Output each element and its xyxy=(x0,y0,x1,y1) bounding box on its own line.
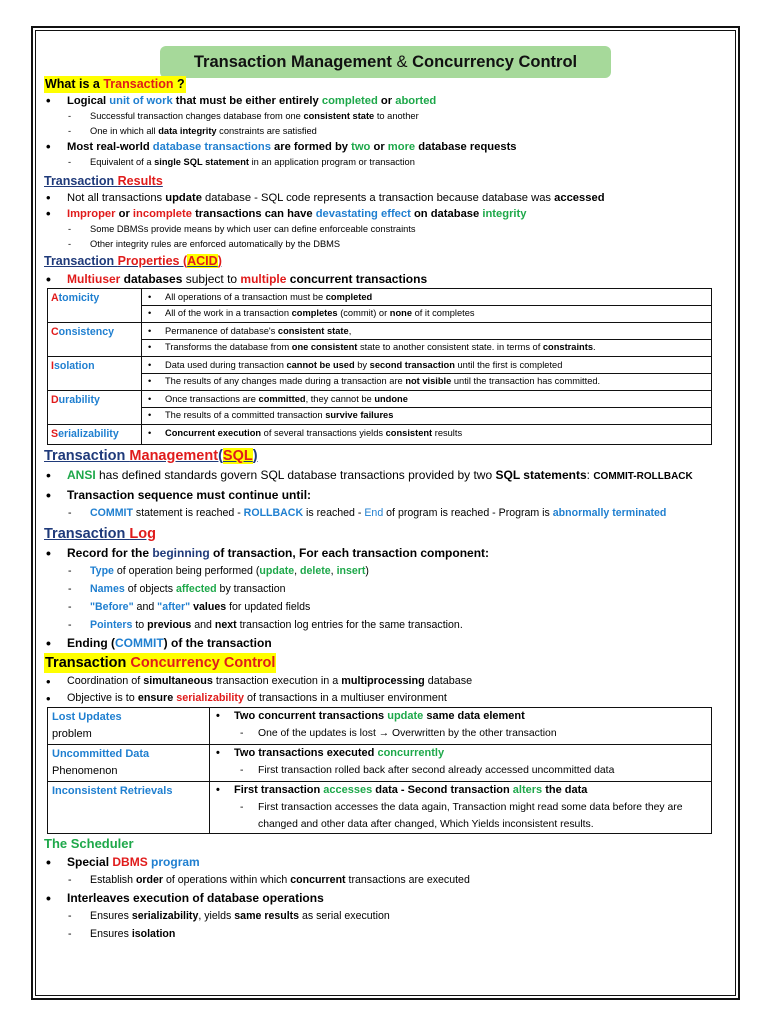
sub-list-item: - COMMIT statement is reached - ROLLBACK is reached - End of program is reached - Program is abnormally terminated xyxy=(44,504,728,522)
list-item: • Interleaves execution of database operations xyxy=(44,889,728,907)
sub-list-item: - Ensures serializability, yields same results as serial execution xyxy=(44,907,728,925)
sub-list-item: - Pointers to previous and next transaction log entries for the same transaction. xyxy=(44,616,728,634)
table-row xyxy=(48,357,712,391)
sub-list-item: - Successful transaction changes database from one consistent state to another xyxy=(44,109,728,124)
table-cell-item: • Two transactions executed concurrently xyxy=(210,745,711,762)
sub-list-item: - Names of objects affected by transaction xyxy=(44,580,728,598)
table-row xyxy=(48,391,712,425)
list-item: • Special DBMS program xyxy=(44,853,728,871)
sub-list-item: - Equivalent of a single SQL statement in an application program or transaction xyxy=(44,155,728,170)
acid-term-serializability: Serializability xyxy=(48,425,142,445)
table-row xyxy=(48,782,712,834)
table-cell-item: • Data used during transaction cannot be used by second transaction until the first is completed xyxy=(142,358,711,373)
table-cell-item: • Two concurrent transactions update same data element xyxy=(210,708,711,725)
sub-list-item: - Type of operation being performed (update, delete, insert) xyxy=(44,562,728,580)
concurrency-problems-table xyxy=(47,707,712,834)
sub-list-item: - One in which all data integrity constraints are satisfied xyxy=(44,124,728,139)
list-item: • Logical unit of work that must be either entirely completed or aborted xyxy=(44,93,728,109)
problem-lost-updates: Lost Updates problem xyxy=(48,708,210,745)
table-cell-item: • All operations of a transaction must be completed xyxy=(142,290,711,305)
section-concurrency-control xyxy=(44,653,728,834)
table-cell-item: • The results of a committed transaction survive failures xyxy=(142,407,711,423)
heading-transaction-results: Transaction Results xyxy=(44,174,163,188)
heading-scheduler: The Scheduler xyxy=(44,836,134,851)
heading-transaction-management: Transaction Management(SQL) xyxy=(44,448,258,464)
table-cell-detail: - One of the updates is lost → Overwritten by the other transaction xyxy=(210,725,711,742)
heading-concurrency-control: Transaction Concurrency Control xyxy=(45,655,276,671)
acid-term-consistency: Consistency xyxy=(48,323,142,357)
list-item: • Transaction sequence must continue until: xyxy=(44,486,728,504)
list-item: • Multiuser databases subject to multiple concurrent transactions xyxy=(44,270,728,288)
table-cell-item: • Permanence of database's consistent state, xyxy=(142,324,711,339)
table-row xyxy=(48,745,712,782)
section-transaction-properties xyxy=(44,252,728,445)
list-item: • ANSI has defined standards govern SQL database transactions provided by two SQL statements: COMMIT-ROLLBACK xyxy=(44,466,728,486)
sub-list-item: - Some DBMSs provide means by which user can define enforceable constraints xyxy=(44,222,728,237)
table-row xyxy=(48,425,712,445)
section-transaction-management xyxy=(44,446,728,522)
acid-properties-table xyxy=(47,288,712,445)
table-row xyxy=(48,289,712,323)
sub-list-item: - Establish order of operations within which concurrent transactions are executed xyxy=(44,871,728,889)
sub-list-item: - Ensures isolation xyxy=(44,925,728,943)
sub-list-item: - "Before" and "after" values for updated fields xyxy=(44,598,728,616)
list-item: • Ending (COMMIT) of the transaction xyxy=(44,634,728,652)
list-item: • Coordination of simultaneous transaction execution in a multiprocessing database xyxy=(44,673,728,690)
section-transaction-log xyxy=(44,524,728,652)
page-title: Transaction Management & Concurrency Control xyxy=(160,46,611,78)
heading-transaction-properties: Transaction Properties (ACID) xyxy=(44,254,222,268)
table-cell-item: • Once transactions are committed, they cannot be undone xyxy=(142,392,711,407)
list-item: • Record for the beginning of transaction, For each transaction component: xyxy=(44,544,728,562)
table-cell-detail: - First transaction accesses the data again, Transaction might read some data before they are changed and other data after changed, Which Yields inconsistent results. xyxy=(210,799,711,833)
table-row xyxy=(48,708,712,745)
acid-term-atomicity: Atomicity xyxy=(48,289,142,323)
table-cell-item: • All of the work in a transaction completes (commit) or none of it completes xyxy=(142,305,711,321)
list-item: • Most real-world database transactions are formed by two or more database requests xyxy=(44,139,728,155)
table-cell-detail: - First transaction rolled back after second already accessed uncommitted data xyxy=(210,762,711,779)
problem-uncommitted-data: Uncommitted Data Phenomenon xyxy=(48,745,210,782)
list-item: • Improper or incomplete transactions can have devastating effect on database integrity xyxy=(44,206,728,222)
section-what-is-transaction xyxy=(44,75,728,170)
table-cell-item: • Transforms the database from one consistent state to another consistent state. in terms of constraints. xyxy=(142,339,711,355)
heading-transaction-log: Transaction Log xyxy=(44,526,156,542)
heading-what-is-transaction: What is a Transaction ? xyxy=(45,77,185,91)
list-item: • Not all transactions update database - SQL code represents a transaction because database was accessed xyxy=(44,190,728,206)
acid-term-durability: Durability xyxy=(48,391,142,425)
sub-list-item: - Other integrity rules are enforced automatically by the DBMS xyxy=(44,237,728,252)
section-transaction-results xyxy=(44,172,728,252)
table-cell-item: • First transaction accesses data - Second transaction alters the data xyxy=(210,782,711,799)
table-cell-item: • The results of any changes made during a transaction are not visible until the transaction has committed. xyxy=(142,373,711,389)
problem-inconsistent-retrievals: Inconsistent Retrievals xyxy=(48,782,210,834)
acid-term-isolation: Isolation xyxy=(48,357,142,391)
table-cell-item: • Concurrent execution of several transactions yields consistent results xyxy=(142,426,711,441)
table-row xyxy=(48,323,712,357)
document-content xyxy=(44,46,728,943)
section-scheduler xyxy=(44,835,728,943)
list-item: • Objective is to ensure serializability of transactions in a multiuser environment xyxy=(44,690,728,707)
